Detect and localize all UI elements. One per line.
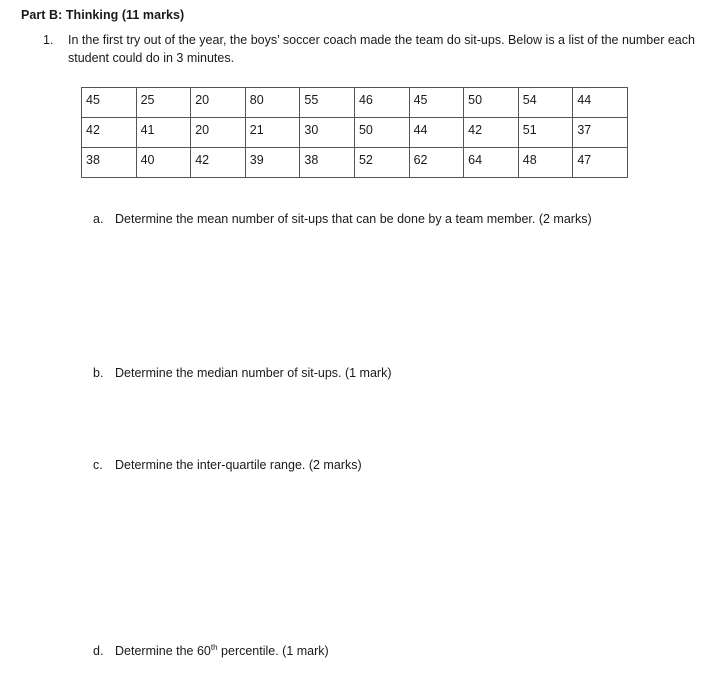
table-cell: 48 bbox=[518, 148, 573, 178]
table-cell: 39 bbox=[245, 148, 300, 178]
part-a-text: Determine the mean number of sit-ups that can be done by a team member. (2 marks) bbox=[115, 212, 592, 226]
part-c-text: Determine the inter-quartile range. (2 marks) bbox=[115, 458, 362, 472]
table-cell: 38 bbox=[300, 148, 355, 178]
table-cell: 45 bbox=[409, 88, 464, 118]
table-row bbox=[82, 88, 628, 118]
table-cell: 45 bbox=[82, 88, 137, 118]
table-cell: 41 bbox=[136, 118, 191, 148]
part-d-text-before: Determine the 60 bbox=[115, 644, 211, 658]
table-cell: 47 bbox=[573, 148, 628, 178]
table-cell: 25 bbox=[136, 88, 191, 118]
table-cell: 50 bbox=[464, 88, 519, 118]
situps-table bbox=[81, 87, 628, 178]
part-d bbox=[93, 644, 329, 658]
question-number: 1. bbox=[43, 33, 54, 47]
part-d-superscript: th bbox=[210, 642, 218, 652]
table-row bbox=[82, 148, 628, 178]
table-cell: 30 bbox=[300, 118, 355, 148]
part-d-letter: d. bbox=[93, 644, 104, 658]
table-cell: 42 bbox=[191, 148, 246, 178]
table-cell: 46 bbox=[354, 88, 409, 118]
table-cell: 44 bbox=[573, 88, 628, 118]
table-cell: 50 bbox=[354, 118, 409, 148]
table-cell: 42 bbox=[464, 118, 519, 148]
table-cell: 37 bbox=[573, 118, 628, 148]
table-cell: 21 bbox=[245, 118, 300, 148]
table-cell: 38 bbox=[82, 148, 137, 178]
table-cell: 20 bbox=[191, 88, 246, 118]
table-cell: 64 bbox=[464, 148, 519, 178]
part-a-letter: a. bbox=[93, 212, 104, 226]
table-cell: 80 bbox=[245, 88, 300, 118]
part-a bbox=[93, 212, 592, 226]
part-c bbox=[93, 458, 362, 472]
table-cell: 40 bbox=[136, 148, 191, 178]
table-cell: 62 bbox=[409, 148, 464, 178]
part-b bbox=[93, 366, 392, 380]
table-row bbox=[82, 118, 628, 148]
section-title: Part B: Thinking (11 marks) bbox=[21, 8, 185, 22]
part-b-text: Determine the median number of sit-ups. (1 mark) bbox=[115, 366, 392, 380]
part-c-letter: c. bbox=[93, 458, 103, 472]
part-d-text-after: percentile. (1 mark) bbox=[217, 644, 329, 658]
table-cell: 42 bbox=[82, 118, 137, 148]
table-cell: 44 bbox=[409, 118, 464, 148]
question-1 bbox=[43, 31, 713, 67]
table-cell: 52 bbox=[354, 148, 409, 178]
table-cell: 54 bbox=[518, 88, 573, 118]
table-cell: 55 bbox=[300, 88, 355, 118]
question-text: In the first try out of the year, the boys’ soccer coach made the team do sit-ups. Below is a list of the number each student could do in 3 minutes. bbox=[68, 33, 695, 65]
table-cell: 51 bbox=[518, 118, 573, 148]
table-cell: 20 bbox=[191, 118, 246, 148]
part-b-letter: b. bbox=[93, 366, 104, 380]
